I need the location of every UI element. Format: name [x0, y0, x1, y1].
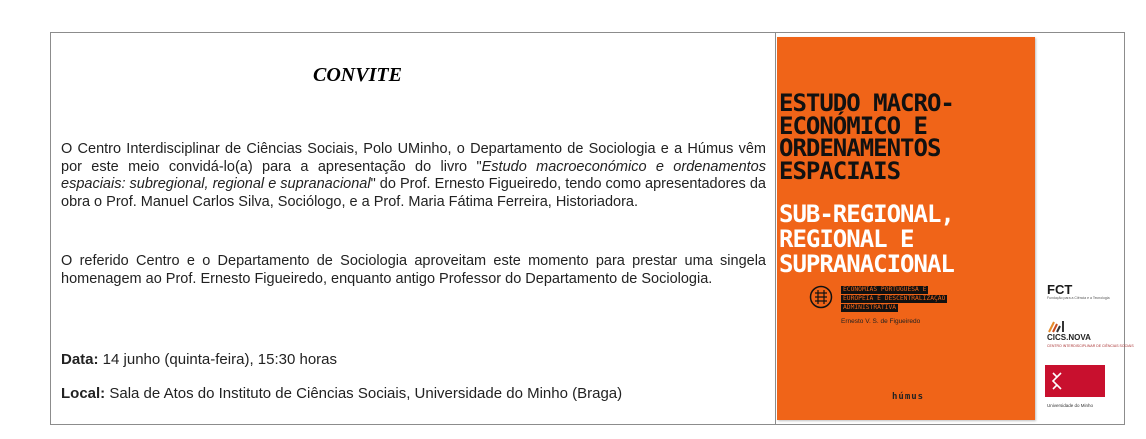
date-value: 14 junho (quinta-feira), 15:30 horas	[98, 351, 337, 368]
location-label: Local:	[61, 385, 106, 402]
cover-series	[841, 286, 981, 313]
frame-divider	[775, 32, 776, 425]
cover-subtitle: SUB-REGIONAL, REGIONAL E SUPRANACIONAL	[779, 200, 954, 278]
cics-name: CICS.NOVA	[1047, 333, 1091, 342]
cics-mark-icon	[1047, 318, 1067, 334]
paragraph-1-intro: O Centro Interdisciplinar de Ciências Sociais, Polo UMinho, o Departamento de Sociologia e a Húmus vêm por este meio convidá-lo(a) para a apresentação do livro "	[61, 141, 766, 175]
fct-tagline: Fundação para a Ciência e a Tecnologia	[1047, 296, 1110, 300]
cover-title: ESTUDO MACRO- ECONÓMICO E ORDENAMENTOS ESPACIAIS	[779, 89, 954, 185]
date-label: Data:	[61, 351, 99, 368]
event-location	[61, 385, 622, 402]
paragraph-1-outro: " do Prof. Ernesto Figueiredo, tendo como apresentadores da obra o Prof. Manuel Carlos Silva, Sociólogo, e a Prof. Maria Fátima Ferreira, Historiadora.	[61, 176, 766, 210]
invite-paragraph-1	[61, 141, 766, 211]
cics-tagline: CENTRO INTERDISCIPLINAR DE CIÊNCIAS SOCIAIS	[1047, 344, 1134, 348]
book-title-italic: Estudo macroeconómico e ordenamentos espaciais: subregional, regional e supranacional	[61, 158, 767, 193]
series-line: ADMINISTRATIVA	[843, 304, 897, 311]
uminho-name: Universidade do Minho	[1047, 403, 1094, 408]
book-cover	[777, 37, 1035, 420]
series-logo-icon	[809, 285, 833, 309]
series-line: EUROPEIA E DESCENTRALIZAÇÃO	[843, 295, 946, 302]
location-value: Sala de Atos do Instituto de Ciências Sociais, Universidade do Minho (Braga)	[105, 385, 623, 402]
invite-paragraph-2: O referido Centro e o Departamento de Sociologia aproveitam este momento para prestar uma singela homenagem ao Prof. Ernesto Figueiredo, enquanto antigo Professor do Departamento de Sociologia.	[61, 253, 766, 287]
fct-mark: FCT	[1047, 282, 1073, 297]
invite-title: CONVITE	[313, 64, 402, 86]
cics-logo	[1047, 318, 1134, 348]
uminho-emblem-icon	[1045, 365, 1105, 397]
cover-author: Ernesto V. S. de Figueiredo	[841, 318, 921, 325]
cover-publisher: húmus	[892, 392, 925, 402]
fct-logo	[1047, 283, 1117, 301]
event-date	[61, 351, 337, 368]
series-line: ECONOMIAS PORTUGUESA E	[843, 286, 927, 293]
uminho-logo	[1045, 365, 1105, 397]
